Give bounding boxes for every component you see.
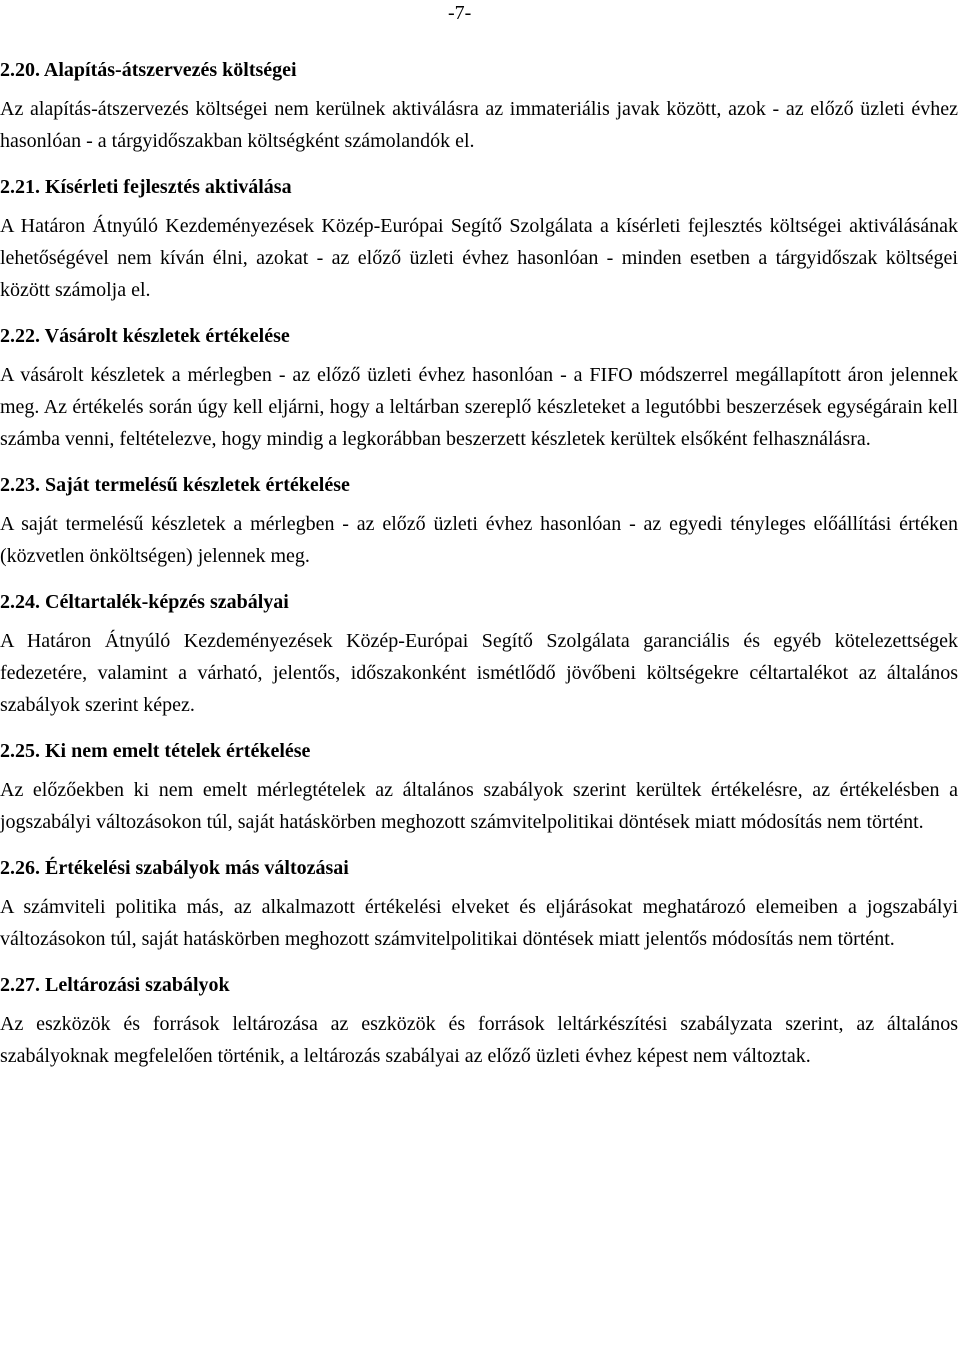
section-2-24	[0, 586, 958, 721]
section-title: Alapítás-átszervezés költségei	[43, 59, 297, 81]
section-heading	[0, 469, 958, 501]
section-2-22	[0, 320, 958, 455]
section-title: Leltározási szabályok	[45, 974, 230, 996]
section-2-20	[0, 54, 958, 157]
section-paragraph: A saját termelésű készletek a mérlegben - az előző üzleti évhez hasonlóan - az egyedi tényleges előállítási értéken (közvetlen önköltségen) jelennek meg.	[0, 513, 958, 567]
section-title: Vásárolt készletek értékelése	[44, 325, 290, 347]
section-number: 2.22.	[0, 325, 40, 347]
section-paragraph: A Határon Átnyúló Kezdeményezések Közép-Európai Segítő Szolgálata a kísérleti fejlesztés költségei aktiválásának lehetőségével nem kíván élni, azokat - az előző üzleti évhez hasonlóan - minden esetben a tárgyidőszak költségei között számolja el.	[0, 215, 958, 301]
section-paragraph: Az előzőekben ki nem emelt mérlegtételek az általános szabályok szerint kerültek értékelésre, az értékelésben a jogszabályi változásokon túl, saját hatáskörben meghozott számvitelpolitikai döntések miatt módosítás nem történt.	[0, 779, 958, 833]
section-number: 2.23.	[0, 474, 40, 496]
section-number: 2.21.	[0, 176, 40, 198]
section-paragraph: A Határon Átnyúló Kezdeményezések Közép-Európai Segítő Szolgálata garanciális és egyéb kötelezettségek fedezetére, valamint a várható, jelentős, időszakonként ismétlődő jövőbeni költségekre céltartalékot az általános szabályok szerint képez.	[0, 630, 958, 716]
section-number: 2.25.	[0, 740, 40, 762]
section-heading	[0, 320, 958, 352]
section-2-25	[0, 735, 958, 838]
document-body	[0, 54, 958, 1086]
section-paragraph: A vásárolt készletek a mérlegben - az előző üzleti évhez hasonlóan - a FIFO módszerrel megállapított áron jelennek meg. Az értékelés során úgy kell eljárni, hogy a leltárban szereplő készleteket a legutóbbi beszerzések egységárain kell számba venni, feltételezve, hogy mindig a legkorábban beszerzett készletek kerültek elsőként felhasználásra.	[0, 364, 958, 450]
section-title: Céltartalék-képzés szabályai	[45, 591, 289, 613]
section-title: Saját termelésű készletek értékelése	[45, 474, 350, 496]
section-title: Kísérleti fejlesztés aktiválása	[45, 176, 292, 198]
section-2-27	[0, 969, 958, 1072]
section-heading	[0, 54, 958, 86]
section-2-21	[0, 171, 958, 306]
section-2-26	[0, 852, 958, 955]
section-heading	[0, 969, 958, 1001]
section-paragraph: A számviteli politika más, az alkalmazott értékelési elveket és eljárásokat meghatározó elemeiben a jogszabályi változásokon túl, saját hatáskörben meghozott számvitelpolitikai döntések miatt jelentős módosítás nem történt.	[0, 896, 958, 950]
page-number: -7-	[448, 2, 472, 24]
section-heading	[0, 171, 958, 203]
section-heading	[0, 586, 958, 618]
section-number: 2.26.	[0, 857, 40, 879]
section-number: 2.24.	[0, 591, 40, 613]
section-paragraph: Az alapítás-átszervezés költségei nem kerülnek aktiválásra az immateriális javak között, azok - az előző üzleti évhez hasonlóan - a tárgyidőszakban költségként számolandók el.	[0, 98, 958, 152]
section-paragraph: Az eszközök és források leltározása az eszközök és források leltárkészítési szabályzata szerint, az általános szabályoknak megfelelően történik, a leltározás szabályai az előző üzleti évhez képest nem változtak.	[0, 1013, 958, 1067]
section-2-23	[0, 469, 958, 572]
section-number: 2.27.	[0, 974, 40, 996]
section-heading	[0, 735, 958, 767]
section-heading	[0, 852, 958, 884]
section-title: Ki nem emelt tételek értékelése	[45, 740, 311, 762]
section-title: Értékelési szabályok más változásai	[45, 857, 349, 879]
section-number: 2.20.	[0, 59, 40, 81]
